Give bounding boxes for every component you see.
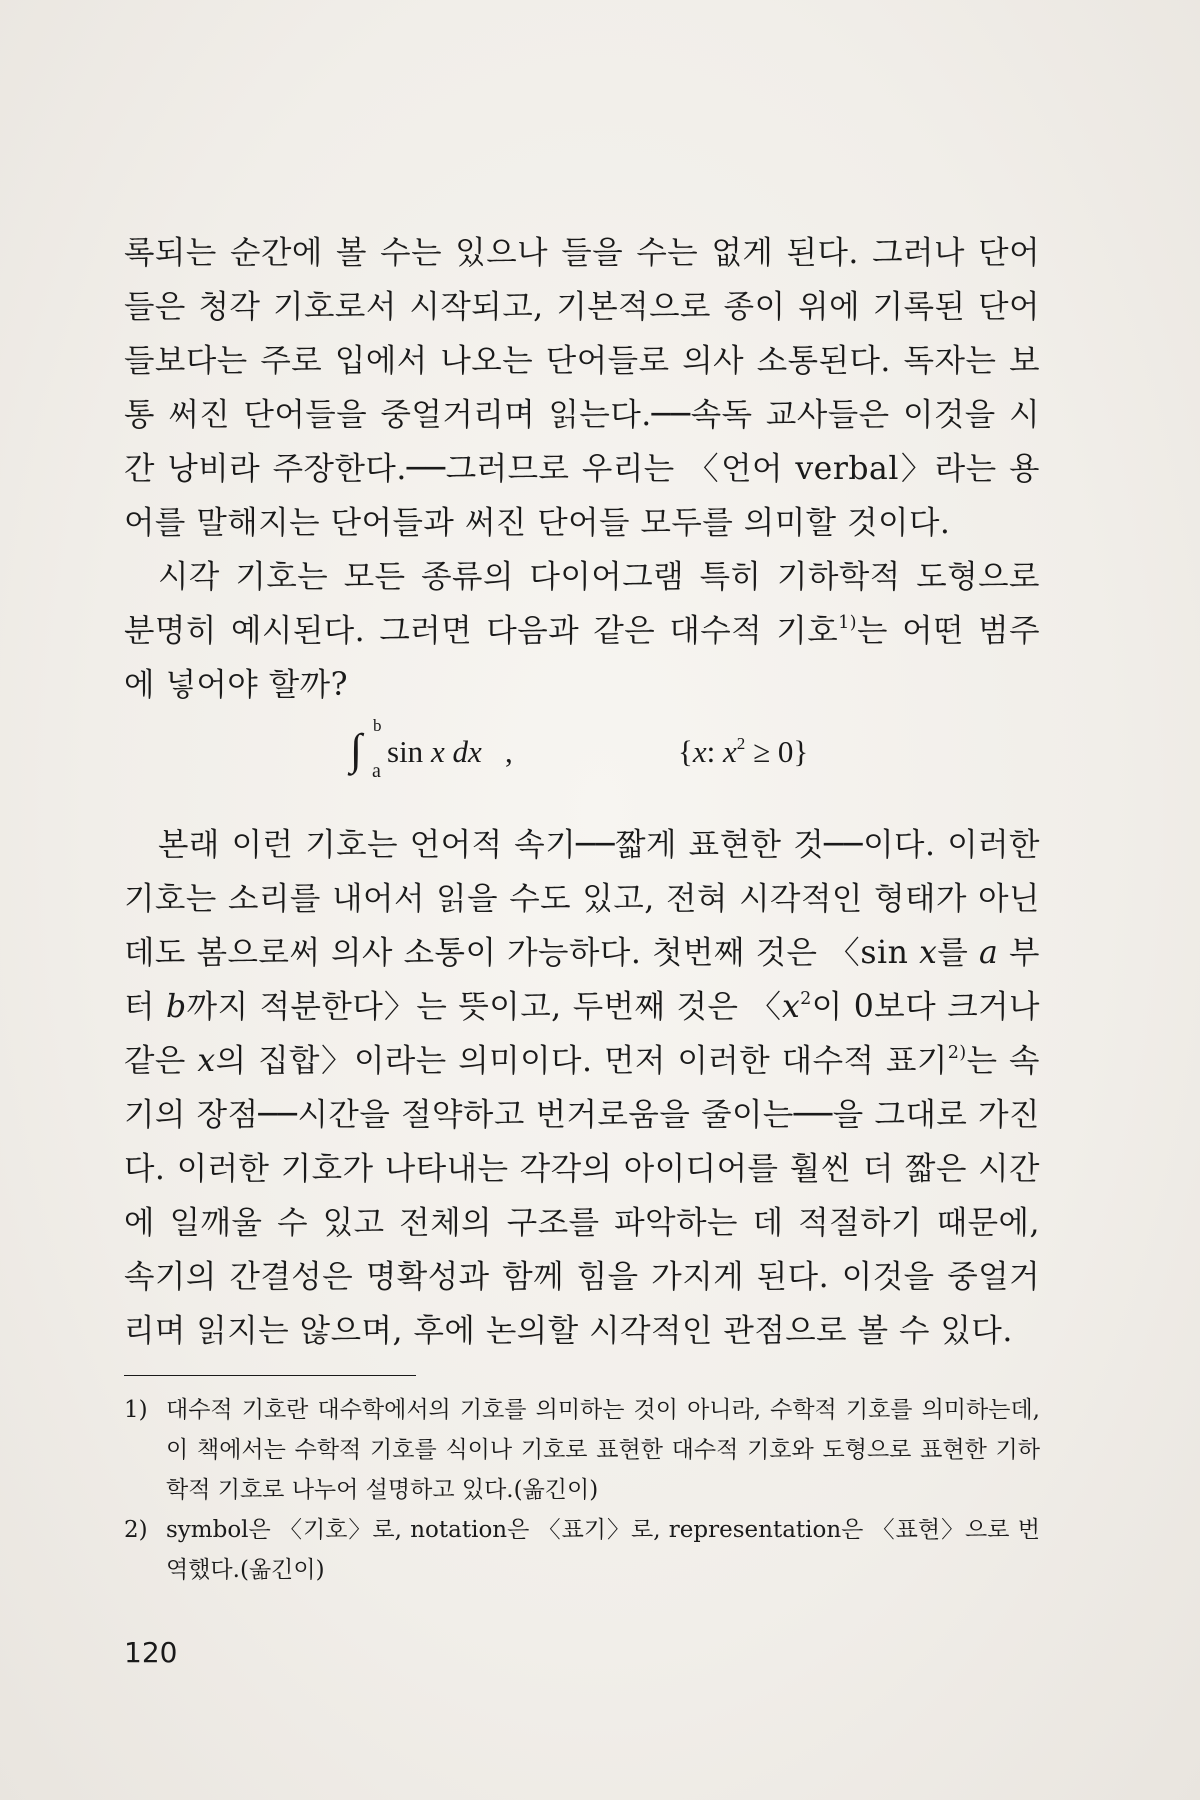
paragraph-3-text-7: 는 속기의 장점──시간을 절약하고 번거로움을 줄이는──을 그대로 가진다. 이러한 기호가 나타내는 각각의 아이디어를 훨씬 더 짧은 시간에 일깨울 수 있고 전체의 구조를 파악하는 데 적절하기 때문에, 속기의 간결성은 명확성과 함께 힘을 가지게 된다. 이것을 중얼거리며 읽지는 않으며, 후에 논의할 시각적인 관점으로 볼 수 있다. [124,1043,1040,1349]
set-open: { [678,734,693,769]
paragraph-2-text-b: 는 어떤 범주에 넣어야 할까? [124,613,1040,703]
paragraph-2-text-a: 시각 기호는 모든 종류의 다이어그램 특히 기하학적 도형으로 분명히 예시된다. 그러면 다음과 같은 대수적 기호 [124,559,1040,649]
integrand-dx: dx [444,734,482,769]
paragraph-3-text-5: 이 0보다 크거나 같은 [124,989,1040,1079]
set-x-squared: x [723,734,737,769]
page-number: 120 [124,1636,178,1669]
paragraph-3-text-1: 본래 이런 기호는 언어적 속기──짧게 표현한 것──이다. 이러한 기호는 소리를 내어서 읽을 수도 있고, 전혀 시각적인 형태가 아닌데도 봄으로써 의사 소통이 가능하다. 첫번째 것은 〈sin [124,827,1040,971]
math-x-set: x [197,1043,216,1079]
footnote-divider [124,1375,416,1376]
paragraph-3-text-3: 부터 [124,935,1040,1025]
math-exponent: 2 [800,989,812,1010]
math-x-squared: x [781,989,801,1025]
set-exponent: 2 [736,734,746,754]
integral-upper-limit: b [373,716,382,735]
integrand-x: x [430,734,445,769]
math-b: b [165,989,187,1025]
body-text-upper [124,226,1040,712]
integrand-sin: sin [387,734,431,769]
paragraph-1: 록되는 순간에 볼 수는 있으나 들을 수는 없게 된다. 그러나 단어들은 청각 기호로서 시작되고, 기본적으로 종이 위에 기록된 단어들보다는 주로 입에서 나오는 단어들로 의사 소통된다. 독자는 보통 써진 단어들을 중얼거리며 읽는다.──속독 교사들은 이것을 시간 낭비라 주장한다.──그러므로 우리는 〈언어 verbal〉라는 용어를 말해지는 단어들과 써진 단어들 모두를 의미할 것이다. [124,235,1040,541]
paragraph-3-text-4: 까지 적분한다〉는 뜻이고, 두번째 것은 〈 [186,989,782,1025]
footnote-number: 1) [124,1397,148,1423]
math-a: a [979,935,999,971]
footnote-text: 대수적 기호란 대수학에서의 기호를 의미하는 것이 아니라, 수학적 기호를 의미하는데, 이 책에서는 수학적 기호를 식이나 기호로 표현한 대수적 기호와 도형으로 표현한 기하학적 기호로 나누어 설명하고 있다.(옮긴이) [166,1397,1040,1503]
integral-lower-limit: a [372,760,381,782]
math-formulas [350,716,950,790]
set-colon: : [706,734,724,769]
paragraph-2 [124,550,1040,712]
footnote-text: symbol은 〈기호〉로, notation은 〈표기〉로, representation은 〈표현〉으로 번역했다.(옮긴이) [166,1517,1040,1583]
formula-separator: , [504,734,513,769]
footnote-ref-1[interactable]: 1) [838,613,857,634]
set-rest: ≥ 0} [745,734,809,769]
paragraph-3-text-2: 를 [937,935,980,971]
math-x: x [919,935,938,971]
paragraph-3-text-6: 의 집합〉이라는 의미이다. 먼저 이러한 대수적 표기 [215,1043,948,1079]
integrand [387,734,513,770]
footnote-ref-2[interactable]: 2) [947,1043,967,1064]
integral-sign: ∫ [350,725,363,774]
footnote-number: 2) [124,1517,148,1543]
set-x: x [692,734,707,769]
footnote-2 [124,1510,1040,1590]
body-text-lower [124,818,1040,1358]
footnotes [124,1390,1040,1590]
set-expression [678,734,808,770]
footnote-1 [124,1390,1040,1510]
paragraph-3 [124,818,1040,1358]
